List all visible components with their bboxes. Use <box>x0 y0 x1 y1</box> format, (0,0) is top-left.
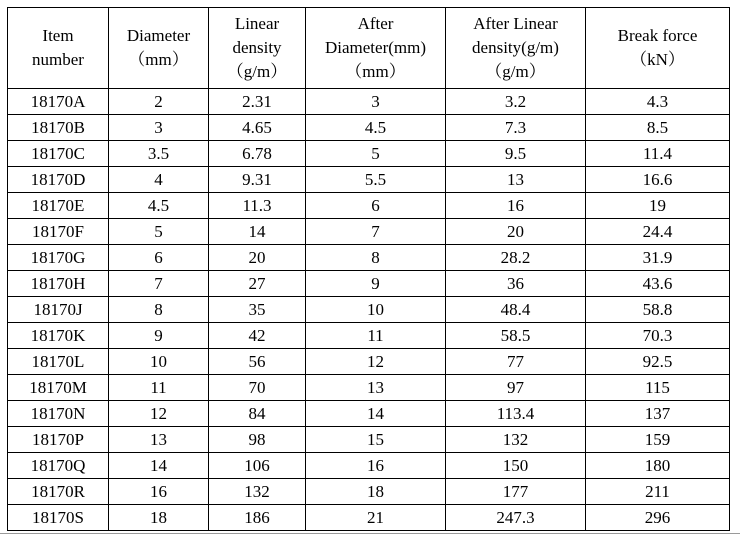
table-row <box>8 479 730 505</box>
header-line: Linear <box>234 14 280 33</box>
header-row <box>8 8 730 89</box>
after-diameter-cell: 6 <box>306 193 446 219</box>
item-number-cell: 18170M <box>8 375 109 401</box>
diameter-cell: 13 <box>109 427 209 453</box>
table-row <box>8 219 730 245</box>
after-diameter-cell: 13 <box>306 375 446 401</box>
table-body <box>8 89 730 531</box>
break-force-cell: 31.9 <box>586 245 730 271</box>
after-linear-density-cell: 13 <box>446 167 586 193</box>
diameter-cell: 4.5 <box>109 193 209 219</box>
header-line: Break force <box>617 26 698 45</box>
table-row <box>8 297 730 323</box>
break-force-cell: 180 <box>586 453 730 479</box>
item-number-cell: 18170A <box>8 89 109 115</box>
break-force-cell: 296 <box>586 505 730 531</box>
header-after-linear-density <box>446 8 586 89</box>
after-diameter-cell: 14 <box>306 401 446 427</box>
break-force-cell: 11.4 <box>586 141 730 167</box>
table-row <box>8 401 730 427</box>
table-row <box>8 245 730 271</box>
after-diameter-cell: 12 <box>306 349 446 375</box>
diameter-cell: 3.5 <box>109 141 209 167</box>
linear-density-cell: 6.78 <box>209 141 306 167</box>
header-diameter <box>109 8 209 89</box>
diameter-cell: 16 <box>109 479 209 505</box>
item-number-cell: 18170J <box>8 297 109 323</box>
header-after-diameter <box>306 8 446 89</box>
header-line: （g/m） <box>485 62 546 81</box>
item-number-cell: 18170D <box>8 167 109 193</box>
after-linear-density-cell: 20 <box>446 219 586 245</box>
after-linear-density-cell: 247.3 <box>446 505 586 531</box>
header-linear-density <box>209 8 306 89</box>
break-force-cell: 137 <box>586 401 730 427</box>
after-linear-density-cell: 7.3 <box>446 115 586 141</box>
break-force-cell: 115 <box>586 375 730 401</box>
table-row <box>8 323 730 349</box>
linear-density-cell: 132 <box>209 479 306 505</box>
header-line: （mm） <box>128 50 189 69</box>
after-diameter-cell: 18 <box>306 479 446 505</box>
linear-density-cell: 106 <box>209 453 306 479</box>
header-line: Item <box>42 26 74 45</box>
diameter-cell: 5 <box>109 219 209 245</box>
after-linear-density-cell: 177 <box>446 479 586 505</box>
after-linear-density-cell: 97 <box>446 375 586 401</box>
linear-density-cell: 84 <box>209 401 306 427</box>
header-line: density <box>232 38 282 57</box>
after-diameter-cell: 16 <box>306 453 446 479</box>
diameter-cell: 18 <box>109 505 209 531</box>
after-diameter-cell: 5.5 <box>306 167 446 193</box>
item-number-cell: 18170B <box>8 115 109 141</box>
table-row <box>8 141 730 167</box>
table-row <box>8 349 730 375</box>
diameter-cell: 9 <box>109 323 209 349</box>
after-linear-density-cell: 150 <box>446 453 586 479</box>
after-diameter-cell: 10 <box>306 297 446 323</box>
table-row <box>8 427 730 453</box>
linear-density-cell: 9.31 <box>209 167 306 193</box>
after-diameter-cell: 15 <box>306 427 446 453</box>
header-line: After Linear <box>473 14 558 33</box>
after-linear-density-cell: 3.2 <box>446 89 586 115</box>
after-diameter-cell: 21 <box>306 505 446 531</box>
after-linear-density-cell: 28.2 <box>446 245 586 271</box>
item-number-cell: 18170Q <box>8 453 109 479</box>
diameter-cell: 6 <box>109 245 209 271</box>
after-linear-density-cell: 48.4 <box>446 297 586 323</box>
linear-density-cell: 186 <box>209 505 306 531</box>
table-row <box>8 89 730 115</box>
after-diameter-cell: 4.5 <box>306 115 446 141</box>
diameter-cell: 8 <box>109 297 209 323</box>
item-number-cell: 18170L <box>8 349 109 375</box>
specification-table <box>7 7 730 531</box>
break-force-cell: 70.3 <box>586 323 730 349</box>
after-linear-density-cell: 77 <box>446 349 586 375</box>
after-linear-density-cell: 58.5 <box>446 323 586 349</box>
after-diameter-cell: 3 <box>306 89 446 115</box>
diameter-cell: 4 <box>109 167 209 193</box>
item-number-cell: 18170C <box>8 141 109 167</box>
break-force-cell: 92.5 <box>586 349 730 375</box>
diameter-cell: 2 <box>109 89 209 115</box>
linear-density-cell: 56 <box>209 349 306 375</box>
header-line: density(g/m) <box>472 38 559 57</box>
item-number-cell: 18170R <box>8 479 109 505</box>
header-break-force <box>586 8 730 89</box>
table-row <box>8 453 730 479</box>
table-row <box>8 375 730 401</box>
item-number-cell: 18170N <box>8 401 109 427</box>
break-force-cell: 4.3 <box>586 89 730 115</box>
linear-density-cell: 11.3 <box>209 193 306 219</box>
after-linear-density-cell: 132 <box>446 427 586 453</box>
break-force-cell: 16.6 <box>586 167 730 193</box>
linear-density-cell: 14 <box>209 219 306 245</box>
item-number-cell: 18170P <box>8 427 109 453</box>
diameter-cell: 14 <box>109 453 209 479</box>
diameter-cell: 7 <box>109 271 209 297</box>
after-linear-density-cell: 113.4 <box>446 401 586 427</box>
diameter-cell: 12 <box>109 401 209 427</box>
after-diameter-cell: 7 <box>306 219 446 245</box>
header-line: （mm） <box>345 62 406 81</box>
item-number-cell: 18170H <box>8 271 109 297</box>
break-force-cell: 211 <box>586 479 730 505</box>
linear-density-cell: 35 <box>209 297 306 323</box>
break-force-cell: 159 <box>586 427 730 453</box>
break-force-cell: 24.4 <box>586 219 730 245</box>
header-line: number <box>32 50 84 69</box>
after-diameter-cell: 5 <box>306 141 446 167</box>
table-row <box>8 505 730 531</box>
linear-density-cell: 20 <box>209 245 306 271</box>
linear-density-cell: 98 <box>209 427 306 453</box>
table-row <box>8 167 730 193</box>
break-force-cell: 43.6 <box>586 271 730 297</box>
linear-density-cell: 2.31 <box>209 89 306 115</box>
table-row <box>8 271 730 297</box>
linear-density-cell: 70 <box>209 375 306 401</box>
break-force-cell: 8.5 <box>586 115 730 141</box>
table-row <box>8 193 730 219</box>
diameter-cell: 3 <box>109 115 209 141</box>
header-line: （kN） <box>630 50 685 69</box>
table-row <box>8 115 730 141</box>
linear-density-cell: 27 <box>209 271 306 297</box>
item-number-cell: 18170K <box>8 323 109 349</box>
break-force-cell: 19 <box>586 193 730 219</box>
bottom-divider <box>0 533 740 534</box>
after-diameter-cell: 11 <box>306 323 446 349</box>
diameter-cell: 10 <box>109 349 209 375</box>
break-force-cell: 58.8 <box>586 297 730 323</box>
after-linear-density-cell: 36 <box>446 271 586 297</box>
linear-density-cell: 4.65 <box>209 115 306 141</box>
header-line: Diameter <box>126 26 191 45</box>
after-diameter-cell: 8 <box>306 245 446 271</box>
header-line: Diameter(mm) <box>324 38 426 57</box>
header-line: After <box>357 14 394 33</box>
after-linear-density-cell: 16 <box>446 193 586 219</box>
item-number-cell: 18170S <box>8 505 109 531</box>
item-number-cell: 18170F <box>8 219 109 245</box>
item-number-cell: 18170G <box>8 245 109 271</box>
after-diameter-cell: 9 <box>306 271 446 297</box>
diameter-cell: 11 <box>109 375 209 401</box>
after-linear-density-cell: 9.5 <box>446 141 586 167</box>
linear-density-cell: 42 <box>209 323 306 349</box>
header-line: （g/m） <box>226 62 288 81</box>
header-item-number <box>8 8 109 89</box>
item-number-cell: 18170E <box>8 193 109 219</box>
